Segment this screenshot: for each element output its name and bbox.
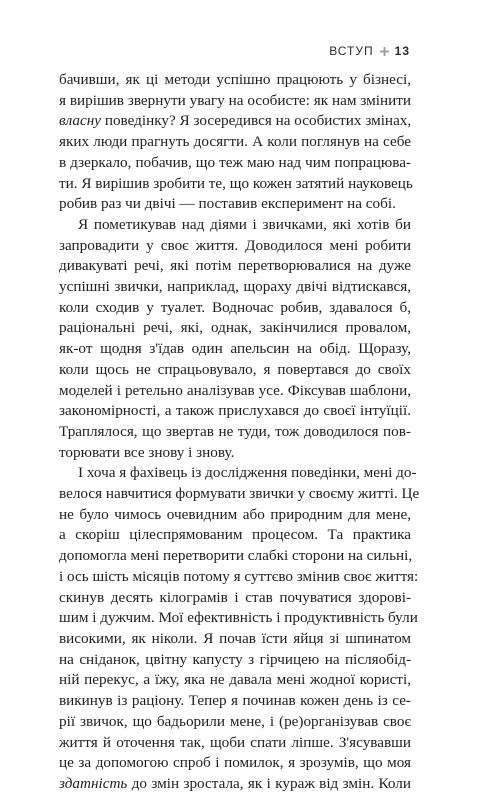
paragraph (59, 70, 411, 215)
text-run: яких люди прагнуть досягти. А коли поглянув на себе (59, 133, 411, 151)
text-line (59, 174, 411, 195)
text-run: моделей і ретельно аналізував усе. Фіксував шаблони, (59, 381, 411, 399)
text-line (59, 132, 411, 153)
text-run: це за допомогою спроб і помилок, я зрозумів, що моя (59, 754, 411, 772)
text-line (59, 339, 411, 360)
text-run: я вирішив звернути увагу на особисте: як нам змінити (59, 91, 411, 109)
text-line (59, 629, 411, 650)
text-line (59, 422, 411, 443)
text-line (59, 525, 411, 546)
plus-separator-icon (380, 47, 389, 56)
text-line (59, 712, 411, 733)
page-number: 13 (394, 44, 410, 58)
text-run: торювати все знову і знову. (59, 443, 235, 461)
text-run: шим і дужчим. Мої ефективність і продуктивність були (59, 609, 418, 627)
text-run: успішні звички, наприклад, щораху двічі відтискався, (59, 278, 411, 296)
text-line (59, 153, 411, 174)
text-run: рії звичок, що бадьорили мене, і (ре)організував своє (59, 712, 411, 730)
running-head (329, 44, 410, 58)
text-run: на сніданок, цвітну капусту з гірчицею на післяобід- (59, 650, 411, 668)
text-run: коли щось не спрацьовувало, я повертався до своїх (59, 360, 411, 378)
text-line (59, 463, 417, 484)
text-run: життя й оточення так, щоби спати ліпше. З'ясувавши (59, 733, 411, 751)
text-line (59, 443, 411, 464)
text-run: ній перекус, а їжу, яка не давала мені жодної користі, (59, 671, 411, 689)
text-line (59, 733, 411, 754)
text-run: а скоріш цілеспрямованим процесом. Та практика (59, 526, 411, 544)
text-line (59, 298, 411, 319)
text-line (59, 670, 411, 691)
italic-text: здатність (59, 774, 128, 792)
text-line (59, 691, 411, 712)
text-run: раціональні речі, які, однак, закінчилися провалом, (59, 319, 411, 337)
text-run: високими, як ніколи. Я почав їсти яйця зі шпинатом (59, 629, 411, 647)
text-line (59, 608, 418, 629)
text-run: ти. Я вирішив зробити те, що кожен затятий науковець (59, 174, 413, 192)
text-run: скинув десять кілограмів і став почуватися здорові- (59, 588, 411, 606)
text-line (59, 194, 411, 215)
text-line (59, 318, 411, 339)
text-line (59, 588, 411, 609)
text-line (59, 256, 411, 277)
text-line (59, 650, 411, 671)
paragraph (59, 215, 411, 463)
text-line (59, 91, 411, 112)
text-line (59, 401, 411, 422)
text-line (59, 567, 419, 588)
text-run: Траплялося, що звертав не туди, тож доводилося пов- (59, 422, 411, 440)
text-run: дивакуваті речі, які потім перетворювалися на дуже (59, 257, 411, 275)
text-line (59, 381, 411, 402)
text-run: не було чимось очевидним або природним для мене, (59, 505, 411, 523)
text-run: до змін зростала, як і кураж від змін. Коли (127, 774, 411, 792)
text-line (59, 360, 411, 381)
text-run: велося навчитися формувати звички у своєму житті. Це (59, 485, 420, 503)
italic-text: власну (59, 112, 102, 130)
body-text (59, 70, 420, 795)
text-line (59, 215, 411, 236)
text-run: поведінку? Я зосередився на особистих змінах, (101, 112, 412, 130)
text-run: робив раз чи двічі — поставив експеримент на собі. (59, 195, 396, 213)
text-line (59, 236, 411, 257)
text-run: запровадити у своє життя. Доводилося мені робити (59, 236, 411, 254)
text-line (59, 753, 411, 774)
text-run: Я пометикував над діями і звичками, які хотів би (78, 215, 411, 233)
text-line (59, 774, 411, 795)
paragraph (59, 463, 420, 794)
text-run: І хоча я фахівець із дослідження поведінки, мені до- (78, 464, 417, 482)
text-line (59, 70, 411, 91)
text-line (59, 111, 411, 132)
text-run: коли сходив у туалет. Водночас робив, здавалося б, (59, 298, 411, 316)
text-line (59, 277, 411, 298)
text-run: як-от щодня з'їдав один апельсин на обід. Щоразу, (59, 340, 411, 358)
text-line (59, 505, 411, 526)
text-run: закономірності, а також прислухався до своєї інтуїції. (59, 402, 411, 420)
text-line (59, 484, 420, 505)
section-title: ВСТУП (329, 44, 374, 58)
text-run: в дзеркало, побачив, що теж маю над чим попрацюва- (59, 153, 411, 171)
text-run: викинув із раціону. Тепер я починав кожен день із се- (59, 692, 411, 710)
text-run: допомогла мені перетворити слабкі сторони на сильні, (59, 547, 413, 565)
text-run: і ось шість місяців потому я суттєво змінив своє життя: (59, 567, 419, 585)
text-run: бачивши, як ці методи успішно працюють у бізнесі, (59, 71, 411, 88)
text-line (59, 546, 411, 567)
